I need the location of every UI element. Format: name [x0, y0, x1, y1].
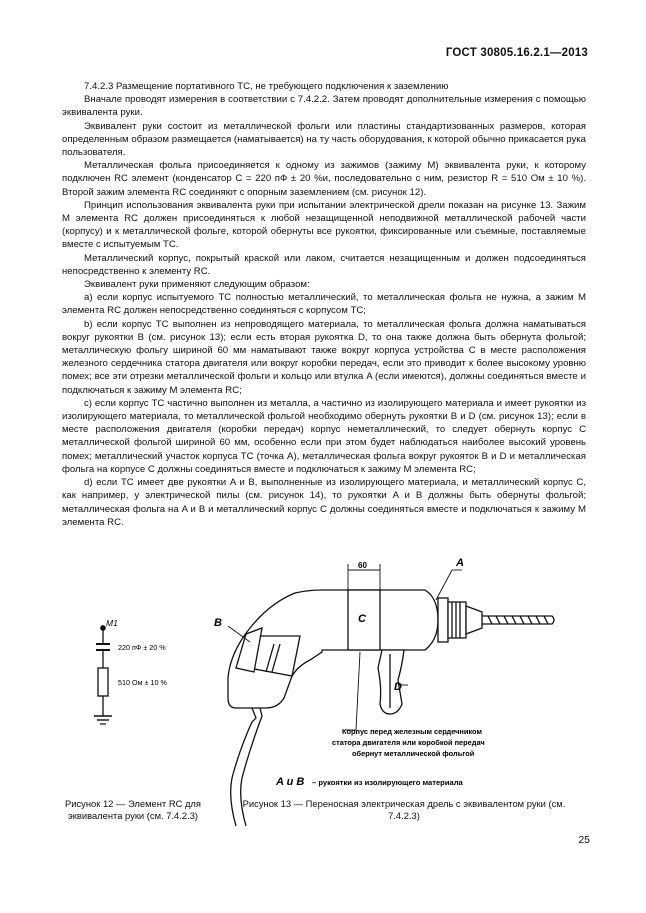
body-text [62, 80, 586, 529]
figure-12-rc-circuit [94, 626, 112, 724]
paragraph: Эквивалент руки применяют следующим образом: [84, 279, 310, 291]
label-d: D [394, 681, 402, 693]
terminal-dot [101, 626, 105, 630]
section-heading: 7.4.2.3 Размещение портативного ТС, не требующего подключения к заземлению [84, 81, 449, 92]
legend-text: – рукоятки из изолирующего материала [312, 778, 463, 787]
resistor-symbol [98, 668, 108, 696]
list-item: a) если корпус испытуемого ТС полностью металлический, то металлическая фольга не нужна, а зажим M элемента RC должен непосредственно соединяться с корпусом ТС; [62, 292, 586, 317]
dimension-label: 60 [358, 561, 367, 570]
drill-bit [482, 616, 554, 624]
label-a: A [456, 557, 464, 569]
paragraph: Эквивалент руки состоит из металлической фольги или пластины стандартизованных размеров, которая определенным образом размещается (наматывается) на ту часть оборудования, к которой обычно прикасается рука пользователя. [62, 120, 586, 159]
list-item: b) если корпус ТС выполнен из непроводящего материала, то металлическая фольга должна наматываться вокруг рукоятки B (см. рисунок 13); если есть вторая рукоятка D, то она также должна быть обернута фольгой; металлическую фольгу шириной 60 мм наматывают также вокруг корпуса устройства C в месте расположения железного сердечника статора двигателя или вокруг коробки передач, если это приводит к более высокому уровню помех; все эти отрезки металлической фольги и кольцо или втулка A (если имеются), должны соединяться вместе и подключаться к зажиму M элемента RC; [62, 318, 586, 396]
paragraph: Вначале проводят измерения в соответствии с 7.4.2.2. Затем проводят дополнительные измерения с помощью эквивалента руки. [62, 94, 586, 119]
resistor-label: 510 Ом ± 10 % [118, 678, 167, 687]
label-c: C [358, 613, 366, 625]
legend-letters: A и B [276, 776, 305, 788]
capacitor-label: 220 пФ ± 20 % [118, 643, 166, 652]
paragraph: Металлический корпус, покрытый краской или лаком, считается незащищенным и должен подсоединяться непосредственно к элементу RC. [62, 252, 586, 277]
paragraph: Принцип использования эквивалента руки при испытании электрической дрели показан на рисунке 13. Зажим M элемента RC должен присоединяться к любой незащищенной неподвижной металлической рабочей части (корпусу) и к металлической фольге, которой обернуты все рукоятки, фиксированные или съемные, поставляемые вместе с испытуемым ТС. [62, 199, 586, 251]
paragraph: Металлическая фольга присоединяется к одному из зажимов (зажиму M) эквивалента руки, к которому подключен RC элемент (конденсатор C = 220 пФ ± 20 %и, последовательно с ним, резистор R = 510 Ом ± 10 %). Второй зажим элемента RC соединяют с опорным заземлением (см. рисунок 12). [62, 160, 586, 198]
page-number: 25 [578, 834, 590, 846]
chuck-ring [438, 598, 448, 642]
document-header: ГОСТ 30805.16.2.1—2013 [445, 47, 588, 59]
figure-12-caption: Рисунок 12 — Элемент RC для эквивалента руки (см. 7.4.2.3) [65, 798, 201, 821]
callout-line-1: Корпус перед железным сердечником [342, 727, 482, 736]
label-b: B [214, 617, 222, 629]
terminal-label: M1 [106, 618, 118, 628]
list-item: c) если корпус ТС частично выполнен из металла, а частично из изолирующего материала и имеет рукоятки из изолирующего материала, то металлической фольгой необходимо обернуть рукоятки B и D (см. рисунок 13); если в месте расположения двигателя (коробки передач) корпус неметаллический, то следует обернуть корпус C металлической фольгой шириной 60 мм, особенно если при этом будет наблюдаться наиболее высокий уровень помех; металлический участок корпуса ТС (точка A), металлическая фольга вокруг рукояток B и D и металлическая фольга на корпусе C должны соединяться вместе и подключаться к зажиму M элемента RC; [62, 397, 586, 475]
callout-line-2: статора двигателя или коробкой передач [332, 738, 485, 747]
list-item: d) если ТС имеет две рукоятки A и B, выполненные из изолирующего материала, и металлический корпус C, как например, у электрической пилы (см. рисунок 14), то рукоятки A и B должны быть обернуты фольгой; металлическая фольга на A и B и металлический корпус C должны соединяться вместе и подключаться к зажиму M элемента RC. [62, 477, 586, 528]
figures-illustration [60, 548, 620, 828]
figure-13-caption: Рисунок 13 — Переносная электрическая дрель с эквивалентом руки (см. 7.4.2.3) [242, 798, 566, 821]
callout-line-3: обернут металлической фольгой [352, 749, 475, 758]
